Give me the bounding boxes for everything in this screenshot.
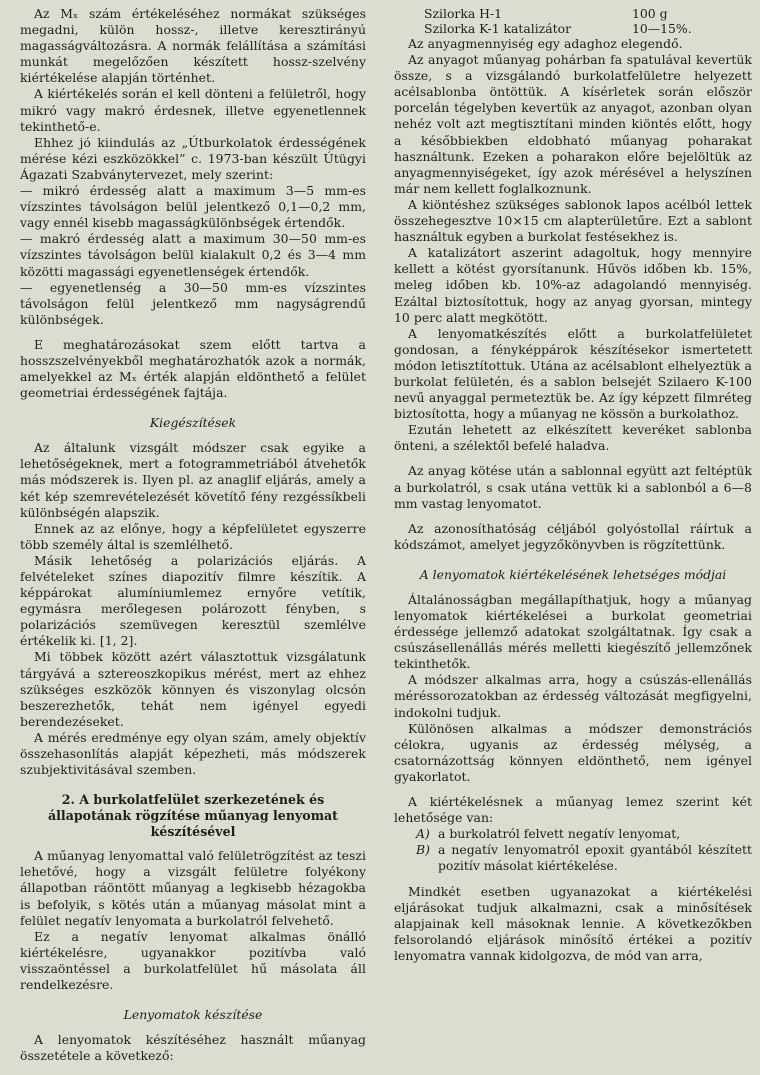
section-heading: Lenyomatok készítése <box>123 1007 263 1023</box>
paragraph: A kiöntéshez szükséges sablonok lapos acélból lettek összehegesztve 10×15 cm alapterületűre. Ezt a sablont használtuk egyben a burkolat festésekhez is. <box>394 196 752 245</box>
paragraph: Ez a negatív lenyomat alkalmas önálló kiértékelésre, ugyanakkor pozitívba való visszaöntéssel a burkolatfelület hű másolata áll rendelkezésre. <box>20 928 366 992</box>
definition-item: — mikró érdesség alatt a maximum 3—5 mm-es vízszintes távolságon belül jelentkező 0,1—0,2 mm, vagy ennél kisebb magasságkülönbségek értendők. <box>20 183 366 231</box>
chapter-heading: 2. A burkolatfelület szerkezetének és állapotának rögzítése műanyag lenyomat készítésével <box>47 792 339 840</box>
paragraph: Mindkét esetben ugyanazokat a kiértékelési eljárásokat tudjuk alkalmazni, csak a minősítések alapjainak kell másoknak lennie. A következőkben felsorolandó eljárások minősítő értékei a pozitív lenyomatra vannak kidolgozva, de mód van arra, <box>394 883 752 963</box>
definition-item: — makró érdesség alatt a maximum 30—50 mm-es vízszintes távolságon belül kialakult 0,2 és 3—4 mm közötti magassági egyenetlenségek értendők. <box>20 231 366 279</box>
right-column <box>394 6 752 964</box>
paragraph: Ehhez jó kiindulás az „Útburkolatok érdességének mérése kézi eszközökkel” c. 1973-ban készült Útügyi Ágazati Szabványtervezet, mely szerint: <box>20 134 366 182</box>
paragraph: Az Mₓ szám értékeléséhez normákat szükséges megadni, külön hossz-, illetve keresztirányú magasságváltozásra. A normák felállítása a számítási munkát megelőzően készített hossz-szelvény kiértékelése alapján történhet. <box>20 6 366 86</box>
section-heading: A lenyomatok kiértékelésének lehetséges módjai <box>419 566 727 582</box>
component-name: Szilorka H-1 <box>424 6 503 21</box>
component-name: Szilorka K-1 katalizátor <box>424 21 571 36</box>
paragraph: A katalizátort aszerint adagoltuk, hogy mennyire kellett a kötést gyorsítanunk. Hűvös időben kb. 15%, meleg időben kb. 10%-az adagolandó mennyiség. Ezáltal biztosítottuk, hogy az anyag gyorsan, mintegy 10 perc alatt megkötött. <box>394 245 752 325</box>
paragraph: Az anyagot műanyag pohárban fa spatulával kevertük össze, s a vizsgálandó burkolatfelületre helyezett acélsablonba öntöttük. A kísérletek során először porcelán tégelyben kevertük az anyagot, azonban olyan nehéz volt azt megtisztítani minden kiöntés előtt, hogy a későbbiekben eldobható műanyag poharakat használtunk. Ezeken a poharakon előre bejelöltük az anyagmennyiségeket, így azok mérésével a helyszínen már nem kellett foglalkoznunk. <box>394 52 752 196</box>
list-item <box>394 842 752 874</box>
list-label: B) <box>416 842 430 858</box>
paragraph: A műanyag lenyomattal való felületrögzítést az teszi lehetővé, hogy a vizsgált felületre folyékony állapotban ráöntött műanyag a legkisebb hézagokba is befolyik, s kötés után a műanyag másolat mint a felület negatív lenyomata a burkolatról felvehető. <box>20 848 366 928</box>
paragraph: E meghatározásokat szem előtt tartva a hosszszelvényekből meghatározhatók azok a normák, amelyekkel az Mₓ érték alapján eldönthető a felület geometriai érdességének fajtája. <box>20 336 366 401</box>
paragraph: Különösen alkalmas a módszer demonstrációs célokra, ugyanis az érdesség mélység, a csatornázottság könnyen eldönthető, nem igényel gyakorlatot. <box>394 720 752 784</box>
paragraph: A kiértékelés során el kell dönteni a felületről, hogy mikró vagy makró érdesnek, illetve egyenetlennek tekinthető-e. <box>20 86 366 134</box>
paragraph: A lenyomatkészítés előtt a burkolatfelületet gondosan, a fényképpárok készítésekor ismertetett módon letisztítottuk. Utána az acélsablont elhelyeztük a burkolat felületén, és a sablon belsejét Szilaero K-100 nevű anyaggal permeteztük be. Az így képzett filmréteg biztosította, hogy a műanyag ne kössön a burkolathoz. <box>394 325 752 422</box>
paragraph: A módszer alkalmas arra, hogy a csúszás-ellenállás méréssorozatokban az érdesség változását megfigyelni, indokolni tudjuk. <box>394 672 752 720</box>
composition-table <box>394 6 752 36</box>
paragraph: Ennek az az előnye, hogy a képfelületet egyszerre több személy által is szemlélhető. <box>20 520 366 552</box>
paragraph: A kiértékelésnek a műanyag lemez szerint két lehetősége van: <box>394 794 752 826</box>
list-text: a negatív lenyomatról epoxit gyantából készített pozitív másolat kiértékelése. <box>438 842 752 874</box>
paragraph: A lenyomatok készítéséhez használt műanyag összetétele a következő: <box>20 1032 366 1064</box>
paragraph: Mi többek között azért választottuk vizsgálatunk tárgyává a sztereoszkopikus mérést, mert az ehhez szükséges eszközök könnyen és viszonylag olcsón beszerezhetők, tehát nem igényel egyedi berendezéseket. <box>20 649 366 729</box>
paragraph: Ezután lehetett az elkészített keveréket sablonba önteni, a szélektől befelé haladva. <box>394 422 752 454</box>
paragraph: A mérés eredménye egy olyan szám, amely objektív összehasonlítás alapját képezheti, más módszerek szubjektivitásával szemben. <box>20 729 366 778</box>
component-amount: 100 g <box>632 6 668 21</box>
definition-item: — egyenetlenség a 30—50 mm-es vízszintes távolságon felül jelentkező mm nagyságrendű különbségek. <box>20 279 366 327</box>
paragraph: Az anyagmennyiség egy adaghoz elegendő. <box>408 36 683 51</box>
left-column <box>20 6 366 1064</box>
component-amount: 10—15%. <box>632 21 692 36</box>
section-heading: Kiegészítések <box>149 415 237 431</box>
list-text: a burkolatról felvett negatív lenyomat, <box>438 826 681 842</box>
list-item <box>394 826 752 842</box>
list-label: A) <box>416 826 430 842</box>
paragraph: Általánosságban megállapíthatjuk, hogy a műanyag lenyomatok kiértékelései a burkolat geometriai érdessége jellemző adatokat szolgáltatnak. Így csak a csúszásellenállás mérés melletti kiegészítő jellemzőnek tekinthetők. <box>394 591 752 672</box>
paragraph: Az általunk vizsgált módszer csak egyike a lehetőségeknek, mert a fotogrammetriából átvehetők más módszerek is. Ilyen pl. az anaglif eljárás, amely a két kép szemrevételezését követítő fény rezgéssíkbeli különbségén alapszik. <box>20 440 366 520</box>
paragraph: Az azonosíthatóság céljából golyóstollal ráírtuk a kódszámot, amelyet jegyzőkönyvben is rögzítettünk. <box>394 520 752 552</box>
paragraph: Az anyag kötése után a sablonnal együtt azt feltéptük a burkolatról, s csak utána vettük ki a sablonból a 6—8 mm vastag lenyomatot. <box>394 463 752 511</box>
paragraph: Másik lehetőség a polarizációs eljárás. A felvételeket színes diapozitív filmre készítik. A képpárokat alumíniumlemez ernyőre vetítik, egymásra merőlegesen polározott fényben, s polarizációs szemüvegen keresztül szemlélve értékelik ki. [1, 2]. <box>20 552 366 649</box>
